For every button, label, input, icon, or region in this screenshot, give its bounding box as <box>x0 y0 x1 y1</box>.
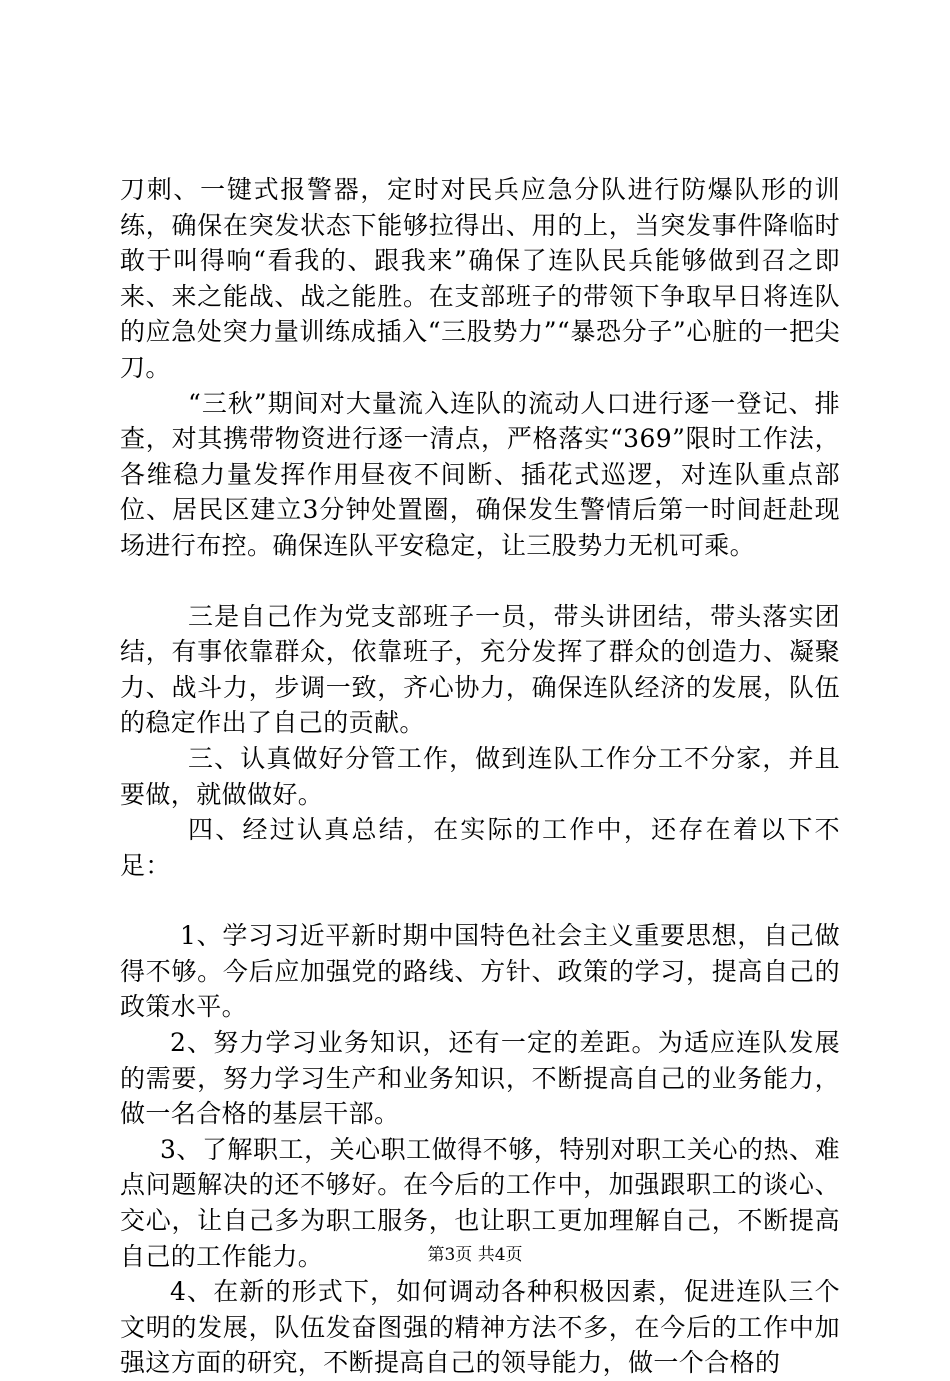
paragraph-section-three: 三、认真做好分管工作，做到连队工作分工不分家，并且要做，就做做好。 <box>120 743 840 809</box>
paragraph-section-four: 四、经过认真总结，在实际的工作中，还存在着以下不足： <box>120 815 840 880</box>
paragraph-militia-training: 刀刺、一键式报警器，定时对民兵应急分队进行防爆队形的训练，确保在突发状态下能够拉得出、用的上，当突发事件降临时敢于叫得响“看我的、跟我来”确保了连队民兵能够做到召之即来、来之能战、战之能胜。在支部班子的带领下争取早日将连队的应急处突力量训练成插入“三股势力”“暴恐分子”心脏的一把尖刀。 <box>120 175 840 382</box>
paragraph-shortcoming-1: 1、学习习近平新时期中国特色社会主义重要思想，自己做得不够。今后应加强党的路线、方针、政策的学习，提高自己的政策水平。 <box>120 921 840 1022</box>
paragraph-shortcoming-2: 2、努力学习业务知识，还有一定的差距。为适应连队发展的需要，努力学习生产和业务知识，不断提高自己的业务能力，做一名合格的基层干部。 <box>120 1028 840 1129</box>
paragraph-shortcoming-3: 3、了解职工，关心职工做得不够，特别对职工关心的热、难点问题解决的还不够好。在今后的工作中，加强跟职工的谈心、交心，让自己多为职工服务，也让职工更加理解自己，不断提高自己的工作能力。 <box>120 1134 840 1271</box>
paragraph-team-unity: 三是自己作为党支部班子一员，带头讲团结，带头落实团结，有事依靠群众，依靠班子，充分发挥了群众的创造力、凝聚力、战斗力，步调一致，齐心协力，确保连队经济的发展，队伍的稳定作出了自己的贡献。 <box>120 601 840 738</box>
page-number: 第3页 共4页 <box>427 1245 523 1265</box>
paragraph-autumn-security: “三秋”期间对大量流入连队的流动人口进行逐一登记、排查，对其携带物资进行逐一清点，严格落实“369”限时工作法，各维稳力量发挥作用昼夜不间断、插花式巡逻，对连队重点部位、居民区建立3分钟处置圈，确保发生警情后第一时间赶赴现场进行布控。确保连队平安稳定，让三股势力无机可乘。 <box>120 388 840 560</box>
document-body <box>120 172 840 1381</box>
page-footer <box>0 1244 950 1266</box>
paragraph-shortcoming-4: 4、在新的形式下，如何调动各种积极因素，促进连队三个文明的发展，队伍发奋图强的精神方法不多，在今后的工作中加强这方面的研究，不断提高自己的领导能力，做一个合格的 <box>120 1277 840 1378</box>
